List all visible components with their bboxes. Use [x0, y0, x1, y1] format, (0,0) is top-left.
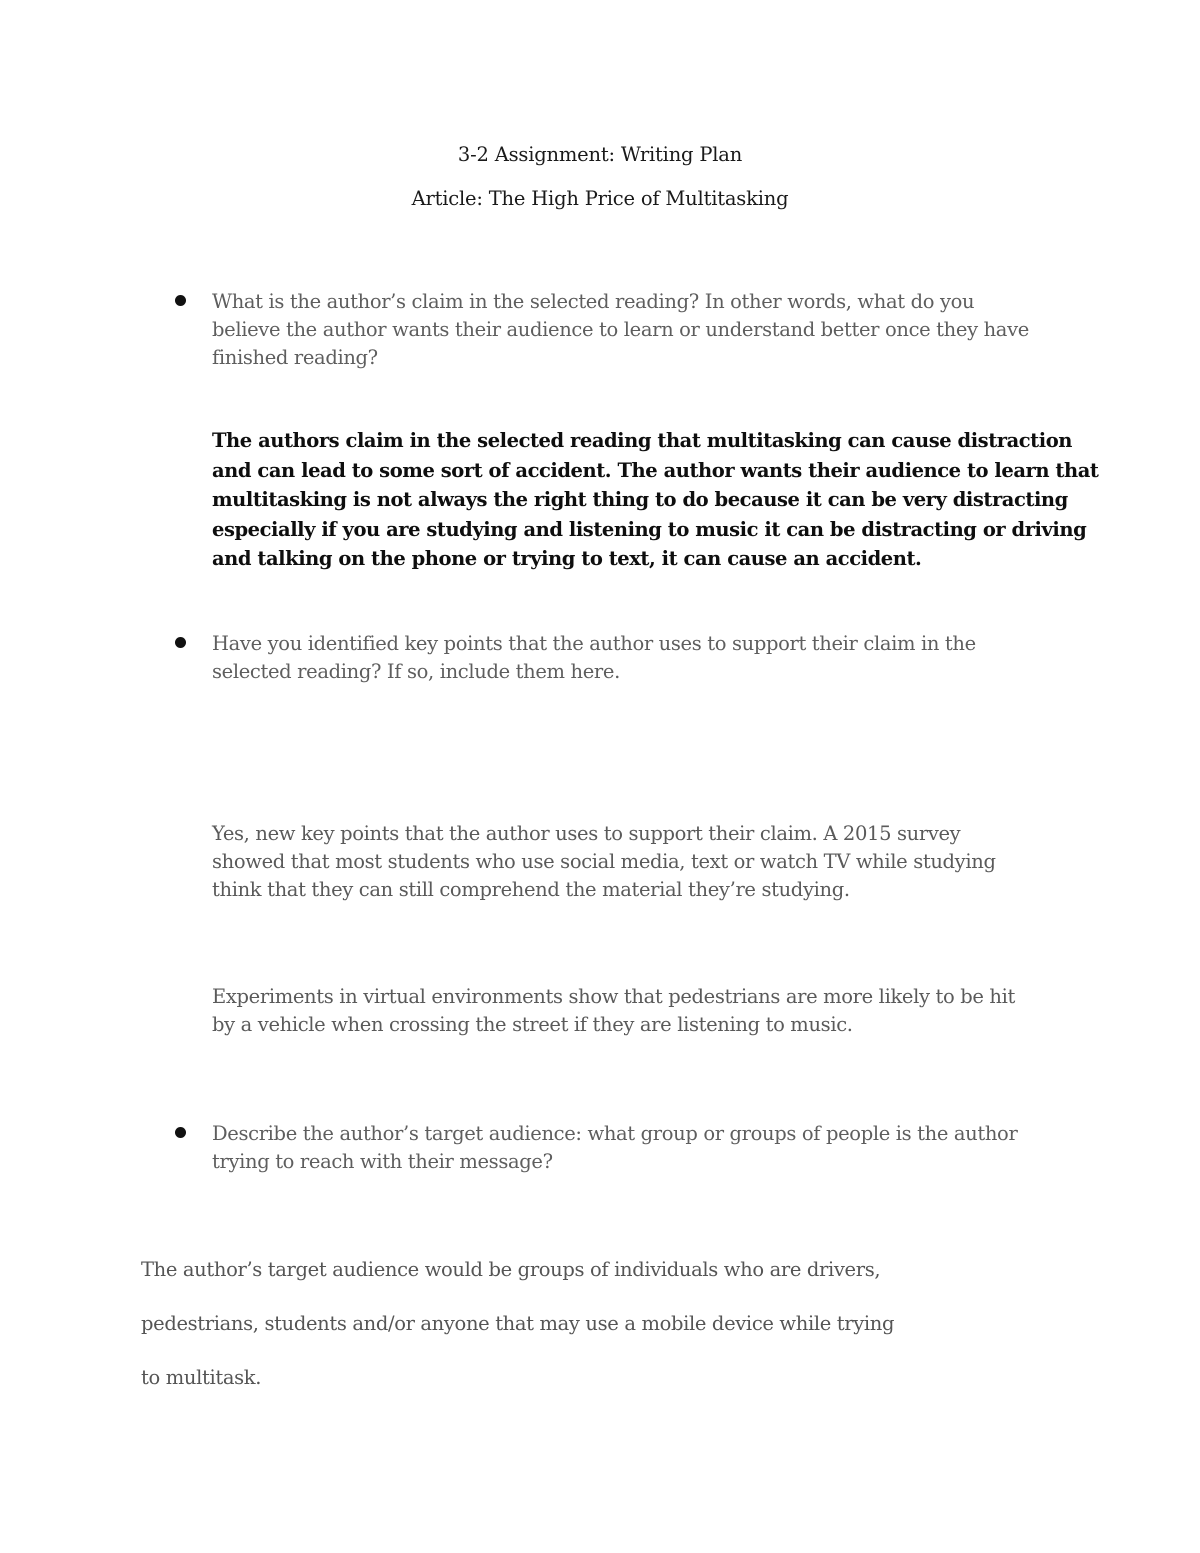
text-line: The authors claim in the selected reading that multitasking can cause distraction [212, 429, 1072, 452]
text-line: trying to reach with their message? [212, 1150, 553, 1173]
text-line: to multitask. [141, 1366, 262, 1389]
text-line: What is the author’s claim in the selected reading? In other words, what do you [212, 290, 975, 313]
answer-key-points-survey [212, 820, 1072, 904]
text-line: and can lead to some sort of accident. The author wants their audience to learn that [212, 458, 1099, 482]
answer-key-points-experiments [212, 983, 1072, 1039]
question-target-audience [212, 1120, 1072, 1176]
question-claim [212, 288, 1072, 372]
text-line: Experiments in virtual environments show that pedestrians are more likely to be hit [212, 985, 1015, 1008]
text-line: multitasking is not always the right thing to do because it can be very distracting [212, 488, 1068, 511]
bullet-icon [175, 1127, 186, 1138]
text-line: believe the author wants their audience to learn or understand better once they have [212, 318, 1029, 341]
text-line: showed that most students who use social media, text or watch TV while studying [212, 850, 996, 873]
text-line: Describe the author’s target audience: what group or groups of people is the author [212, 1122, 1018, 1145]
article-subtitle: Article: The High Price of Multitasking [411, 187, 789, 210]
text-line: by a vehicle when crossing the street if they are listening to music. [212, 1013, 853, 1036]
text-line: selected reading? If so, include them here. [212, 660, 620, 683]
answer-claim [212, 426, 1099, 574]
text-line: think that they can still comprehend the material they’re studying. [212, 878, 850, 901]
text-line: Have you identified key points that the author uses to support their claim in the [212, 632, 976, 655]
text-line: The author’s target audience would be groups of individuals who are drivers, [141, 1258, 881, 1281]
question-key-points [212, 630, 1072, 686]
text-line: finished reading? [212, 346, 378, 369]
answer-target-audience [141, 1256, 1041, 1418]
document-title: 3-2 Assignment: Writing Plan [457, 143, 743, 166]
text-line: especially if you are studying and listening to music it can be distracting or driving [212, 517, 1087, 541]
bullet-icon [175, 637, 186, 648]
bullet-icon [175, 295, 186, 306]
text-line: pedestrians, students and/or anyone that may use a mobile device while trying [141, 1312, 895, 1335]
text-line: Yes, new key points that the author uses to support their claim. A 2015 survey [212, 822, 961, 845]
text-line: and talking on the phone or trying to text, it can cause an accident. [212, 547, 922, 570]
